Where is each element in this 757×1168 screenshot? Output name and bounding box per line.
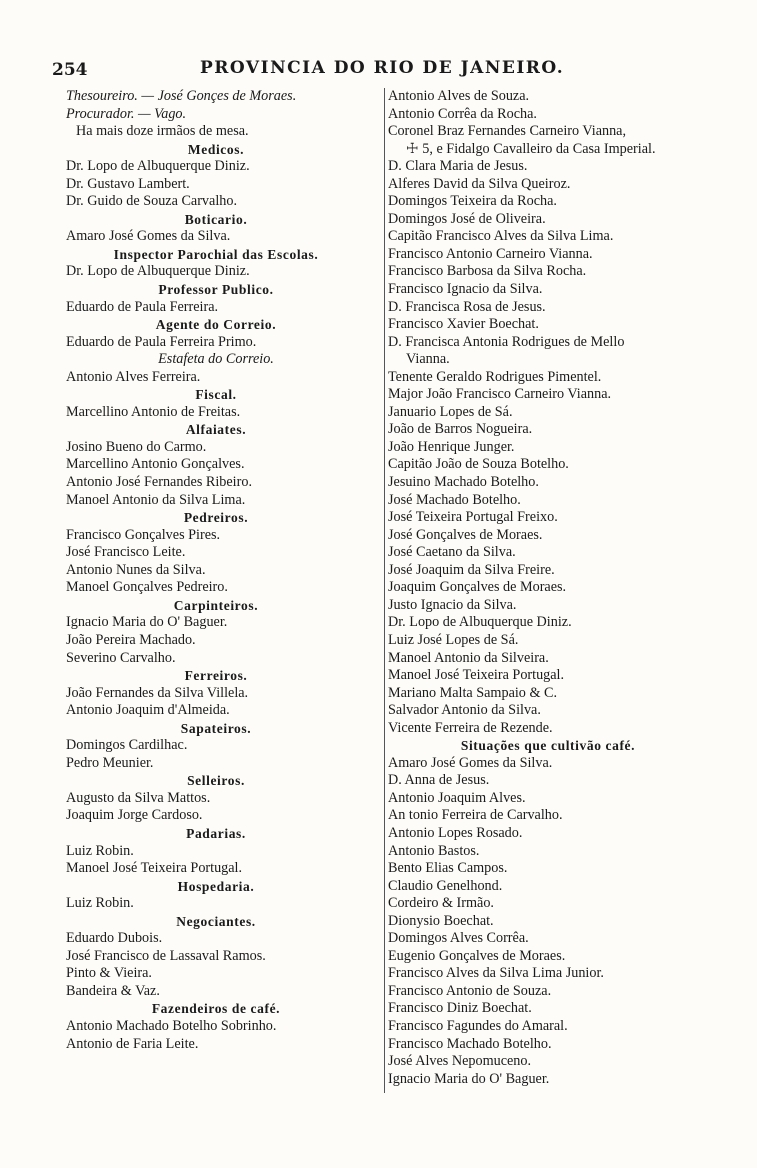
section-heading: Agente do Correio. bbox=[155, 317, 277, 333]
entry-line: D. Anna de Jesus. bbox=[388, 772, 490, 789]
entry-line: Claudio Genelhond. bbox=[388, 877, 503, 894]
entry-line: José Caetano da Silva. bbox=[388, 544, 516, 561]
entry-line: José Francisco de Lassaval Ramos. bbox=[66, 947, 266, 964]
entry-line: Luiz Robin. bbox=[66, 842, 134, 859]
entry-line: Francisco Barbosa da Silva Rocha. bbox=[388, 263, 587, 280]
entry-line: João Fernandes da Silva Villela. bbox=[66, 684, 249, 701]
entry-line: Luiz José Lopes de Sá. bbox=[388, 631, 519, 648]
office-line: Procurador. — Vago. bbox=[66, 105, 187, 122]
office-line: Thesoureiro. — José Gonçes de Moraes. bbox=[66, 88, 297, 104]
section-heading: Ferreiros. bbox=[184, 668, 248, 684]
entry-line: Domingos José de Oliveira. bbox=[388, 210, 546, 227]
entry-line: Dr. Lopo de Albuquerque Diniz. bbox=[66, 263, 250, 280]
entry-line: Pinto & Vieira. bbox=[66, 965, 152, 982]
page-number: 254 bbox=[52, 60, 88, 80]
entry-line: Alferes David da Silva Queiroz. bbox=[388, 175, 571, 192]
entry-line: Domingos Teixeira da Rocha. bbox=[388, 193, 557, 210]
entry-line: Dr. Lopo de Albuquerque Diniz. bbox=[388, 614, 572, 631]
section-heading: Professor Publico. bbox=[158, 282, 274, 298]
entry-line: Domingos Alves Corrêa. bbox=[388, 930, 529, 947]
section-heading: Fiscal. bbox=[195, 387, 237, 403]
entry-line: José Teixeira Portugal Freixo. bbox=[388, 509, 558, 526]
entry-line: Manoel José Teixeira Portugal. bbox=[388, 667, 565, 684]
entry-line: Eduardo de Paula Ferreira. bbox=[66, 298, 219, 315]
entry-line: Manoel Gonçalves Pedreiro. bbox=[66, 579, 228, 596]
entry-line: Bandeira & Vaz. bbox=[66, 982, 160, 999]
section-heading: Negociantes. bbox=[176, 913, 256, 929]
entry-line: Francisco Diniz Boechat. bbox=[388, 1000, 532, 1017]
entry-line: Capitão Francisco Alves da Silva Lima. bbox=[388, 228, 614, 245]
entry-line: Pedro Meunier. bbox=[66, 754, 154, 771]
entry-line: Antonio Bastos. bbox=[388, 842, 480, 859]
entry-line: Ignacio Maria do O' Baguer. bbox=[388, 1070, 550, 1087]
section-heading: Boticario. bbox=[184, 211, 248, 227]
entry-line: Severino Carvalho. bbox=[66, 649, 176, 666]
entry-line: Antonio Corrêa da Rocha. bbox=[388, 105, 537, 122]
entry-line: João Pereira Machado. bbox=[66, 631, 196, 648]
entry-continuation: Vianna. bbox=[406, 351, 450, 368]
entry-line: Manoel José Teixeira Portugal. bbox=[66, 860, 243, 877]
section-heading: Padarias. bbox=[186, 825, 246, 841]
entry-line: Januario Lopes de Sá. bbox=[388, 403, 513, 420]
right-column bbox=[388, 88, 708, 1088]
entry-line: Justo Ignacio da Silva. bbox=[388, 596, 517, 613]
entry-line: Amaro José Gomes da Silva. bbox=[388, 754, 553, 771]
section-heading: Situações que cultivão café. bbox=[460, 738, 636, 754]
entry-line: Salvador Antonio da Silva. bbox=[388, 702, 541, 719]
entry-line: Francisco Alves da Silva Lima Junior. bbox=[388, 965, 604, 982]
entry-line: João Henrique Junger. bbox=[388, 438, 515, 455]
entry-line: Dr. Gustavo Lambert. bbox=[66, 175, 190, 192]
entry-line: Francisco Antonio de Souza. bbox=[388, 982, 552, 999]
entry-line: Francisco Gonçalves Pires. bbox=[66, 526, 221, 543]
entry-line: Joaquim Jorge Cardoso. bbox=[66, 807, 203, 824]
entry-line: Luiz Robin. bbox=[66, 895, 134, 912]
entry-line: Antonio Alves de Souza. bbox=[388, 88, 530, 104]
entry-line: Coronel Braz Fernandes Carneiro Vianna, bbox=[388, 123, 627, 140]
entry-line: Capitão João de Souza Botelho. bbox=[388, 456, 569, 473]
left-column bbox=[66, 88, 366, 1053]
entry-line: Dionysio Boechat. bbox=[388, 912, 494, 929]
entry-line: Eugenio Gonçalves de Moraes. bbox=[388, 947, 566, 964]
entry-line: Joaquim Gonçalves de Moraes. bbox=[388, 579, 567, 596]
entry-line: Amaro José Gomes da Silva. bbox=[66, 228, 231, 245]
entry-line: Antonio Alves Ferreira. bbox=[66, 368, 201, 385]
entry-line: Marcellino Antonio de Freitas. bbox=[66, 403, 241, 420]
running-title: PROVINCIA DO RIO DE JANEIRO. bbox=[200, 58, 565, 78]
entry-line: Eduardo de Paula Ferreira Primo. bbox=[66, 333, 257, 350]
section-heading: Sapateiros. bbox=[180, 720, 252, 736]
entry-line: Manoel Antonio da Silveira. bbox=[388, 649, 549, 666]
entry-line: Antonio José Fernandes Ribeiro. bbox=[66, 474, 252, 491]
section-heading: Selleiros. bbox=[187, 773, 245, 789]
section-heading: Carpinteiros. bbox=[173, 597, 259, 613]
entry-line: Antonio Joaquim d'Almeida. bbox=[66, 702, 230, 719]
entry-line: Vicente Ferreira de Rezende. bbox=[388, 719, 553, 736]
section-heading: Alfaiates. bbox=[185, 422, 247, 438]
entry-line: Mariano Malta Sampaio & C. bbox=[388, 684, 558, 701]
entry-line: Cordeiro & Irmão. bbox=[388, 895, 494, 912]
entry-line: Domingos Cardilhac. bbox=[66, 737, 188, 754]
entry-line: D. Francisca Antonia Rodrigues de Mello bbox=[388, 333, 625, 350]
entry-line: Tenente Geraldo Rodrigues Pimentel. bbox=[388, 368, 602, 385]
entry-line: Bento Elias Campos. bbox=[388, 860, 508, 877]
entry-line: Antonio Joaquim Alves. bbox=[388, 789, 526, 806]
entry-line: João de Barros Nogueira. bbox=[388, 421, 533, 438]
entry-line: Francisco Ignacio da Silva. bbox=[388, 281, 543, 298]
section-heading: Medicos. bbox=[187, 141, 245, 157]
entry-line: Antonio Nunes da Silva. bbox=[66, 561, 206, 578]
entry-line: Manoel Antonio da Silva Lima. bbox=[66, 491, 246, 508]
entry-line: José Joaquim da Silva Freire. bbox=[388, 561, 555, 578]
entry-line: Dr. Guido de Souza Carvalho. bbox=[66, 193, 238, 210]
entry-line: Marcellino Antonio Gonçalves. bbox=[66, 456, 245, 473]
section-heading: Pedreiros. bbox=[183, 510, 249, 526]
entry-line: An tonio Ferreira de Carvalho. bbox=[388, 807, 563, 824]
entry-line: Eduardo Dubois. bbox=[66, 930, 163, 947]
section-heading: Fazendeiros de café. bbox=[151, 1001, 281, 1017]
entry-line: Jesuino Machado Botelho. bbox=[388, 474, 539, 491]
note-line: Ha mais doze irmãos de mesa. bbox=[76, 123, 249, 140]
entry-line: José Gonçalves de Moraes. bbox=[388, 526, 543, 543]
entry-line: Francisco Fagundes do Amaral. bbox=[388, 1017, 568, 1034]
entry-line: Antonio Lopes Rosado. bbox=[388, 824, 523, 841]
entry-line: Antonio Machado Botelho Sobrinho. bbox=[66, 1017, 277, 1034]
entry-line: Dr. Lopo de Albuquerque Diniz. bbox=[66, 158, 250, 175]
section-subheading: Estafeta do Correio. bbox=[158, 351, 274, 368]
entry-line: José Alves Nepomuceno. bbox=[388, 1053, 532, 1070]
entry-line: Francisco Machado Botelho. bbox=[388, 1035, 552, 1052]
entry-line: D. Francisca Rosa de Jesus. bbox=[388, 298, 546, 315]
entry-line: Francisco Xavier Boechat. bbox=[388, 316, 539, 333]
entry-line: Francisco Antonio Carneiro Vianna. bbox=[388, 245, 593, 262]
entry-line: Josino Bueno do Carmo. bbox=[66, 438, 207, 455]
entry-line: Augusto da Silva Mattos. bbox=[66, 789, 211, 806]
entry-line: D. Clara Maria de Jesus. bbox=[388, 158, 528, 175]
entry-line: Antonio de Faria Leite. bbox=[66, 1035, 199, 1052]
section-heading: Hospedaria. bbox=[177, 878, 255, 894]
entry-continuation: ☩ 5, e Fidalgo Cavalleiro da Casa Imperial. bbox=[406, 140, 656, 157]
entry-line: Ignacio Maria do O' Baguer. bbox=[66, 614, 228, 631]
entry-line: José Francisco Leite. bbox=[66, 544, 186, 561]
page-header bbox=[52, 58, 592, 84]
entry-line: José Machado Botelho. bbox=[388, 491, 521, 508]
section-heading: Inspector Parochial das Escolas. bbox=[113, 246, 319, 262]
column-divider bbox=[384, 88, 385, 1093]
entry-line: Major João Francisco Carneiro Vianna. bbox=[388, 386, 612, 403]
